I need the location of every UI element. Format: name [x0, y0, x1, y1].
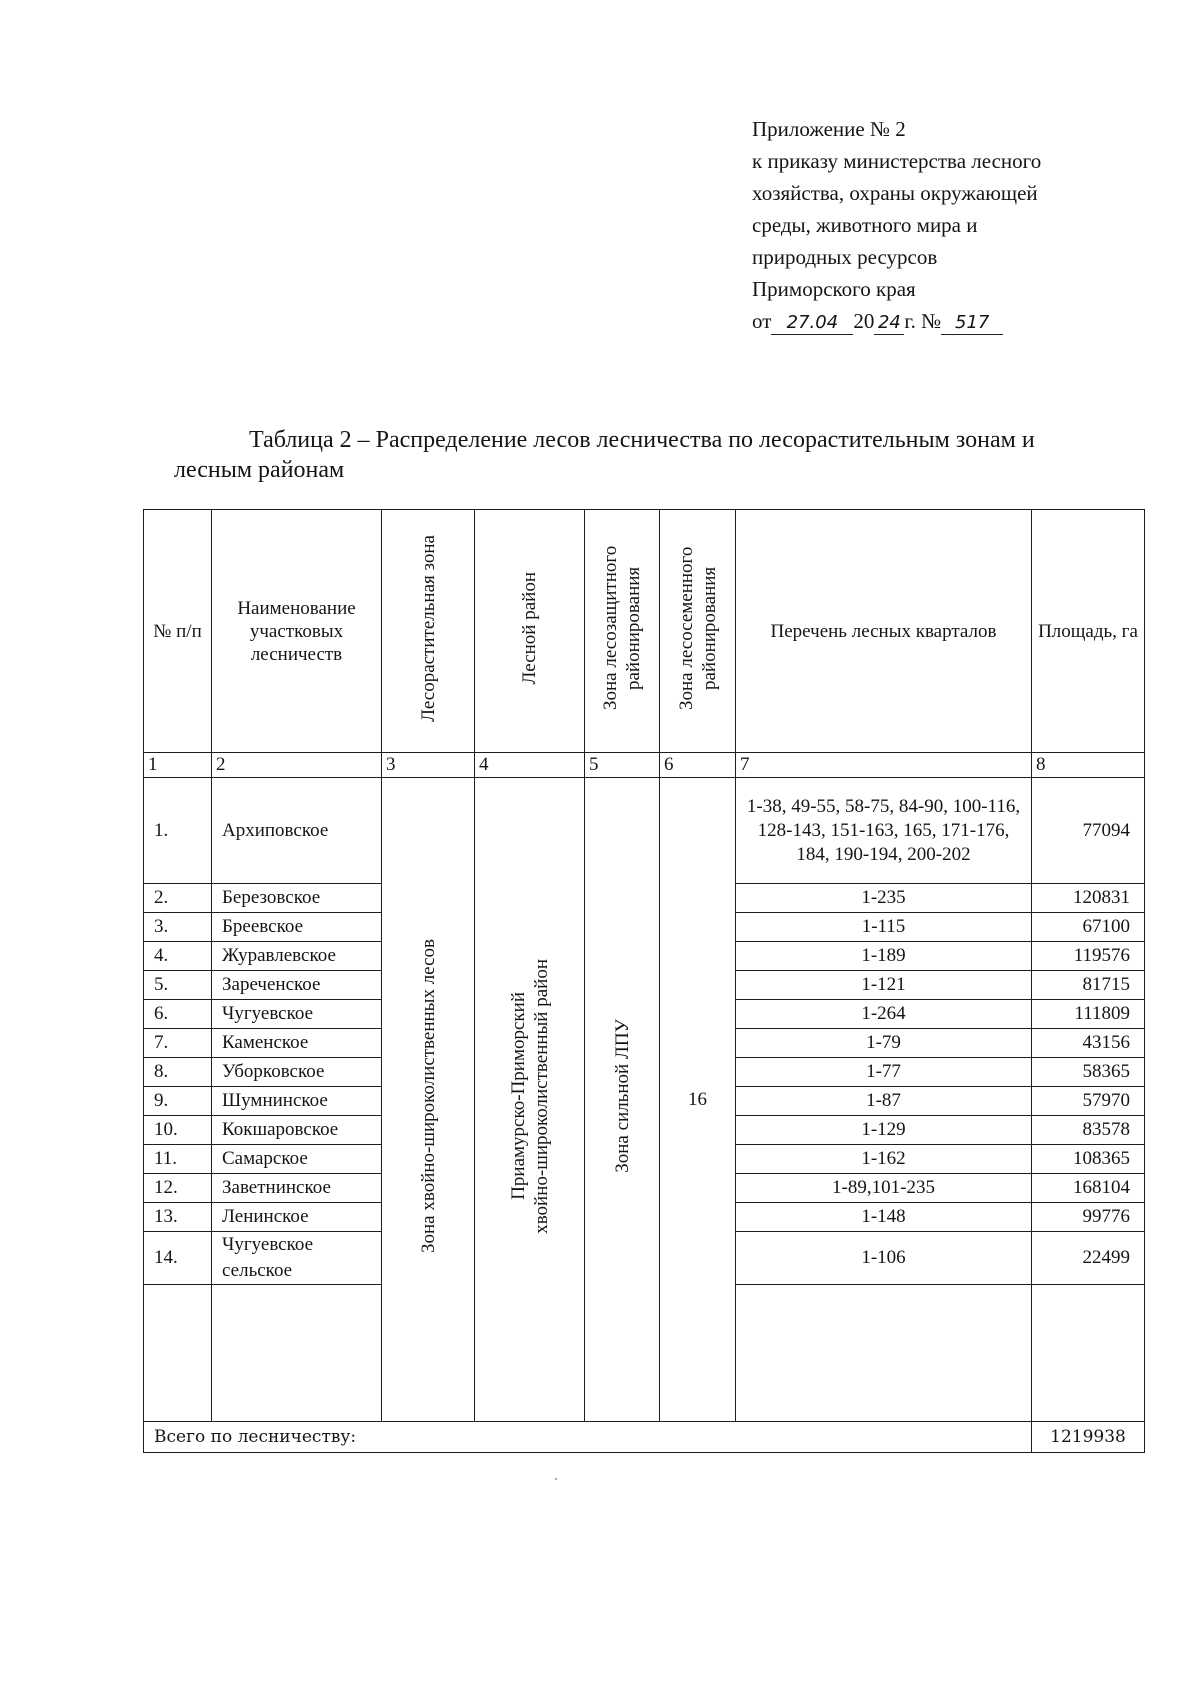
protect-zone-merged-cell: Зона сильной ЛПУ: [585, 778, 660, 1422]
row-area: 99776: [1032, 1203, 1145, 1232]
row-quarters: 1-77: [736, 1058, 1032, 1087]
row-num: 11.: [144, 1145, 212, 1174]
table-header-row: [144, 510, 1145, 753]
col-number: 1: [144, 753, 212, 778]
row-quarters: 1-38, 49-55, 58-75, 84-90, 100-116, 128-143, 151-163, 165, 171-176, 184, 190-194, 200-202: [736, 778, 1032, 884]
seed-zone-merged-cell: 16: [660, 778, 736, 1422]
header-forest-district: Лесной район: [475, 510, 585, 753]
row-name: Ленинское: [212, 1203, 382, 1232]
row-area: 81715: [1032, 971, 1145, 1000]
row-area: 67100: [1032, 913, 1145, 942]
row-area: 22499: [1032, 1232, 1145, 1285]
col-number: 4: [475, 753, 585, 778]
row-name: Каменское: [212, 1029, 382, 1058]
header-name: Наименование участковых лесничеств: [212, 510, 382, 753]
row-num: 12.: [144, 1174, 212, 1203]
row-name: Шумнинское: [212, 1087, 382, 1116]
order-date-line: [752, 305, 1172, 337]
row-num: 8.: [144, 1058, 212, 1087]
order-date-handwritten: 27.04: [771, 312, 853, 335]
row-quarters: 1-121: [736, 971, 1032, 1000]
forest-distribution-table: [143, 509, 1145, 1453]
table-caption: [174, 425, 1134, 485]
header-veg-zone: Лесорастительная зона: [382, 510, 475, 753]
header-area: Площадь, га: [1032, 510, 1145, 753]
row-num: 14.: [144, 1232, 212, 1285]
col-number: 2: [212, 753, 382, 778]
veg-zone-merged-cell: Зона хвойно-широколиственных лесов: [382, 778, 475, 1422]
row-area: 57970: [1032, 1087, 1145, 1116]
caption-line-1: Таблица 2 – Распределение лесов лесничества по лесорастительным зонам и: [249, 427, 1035, 453]
row-name: Уборковское: [212, 1058, 382, 1087]
row-num: 5.: [144, 971, 212, 1000]
row-area: 83578: [1032, 1116, 1145, 1145]
row-area: 119576: [1032, 942, 1145, 971]
row-num: 9.: [144, 1087, 212, 1116]
row-quarters: 1-148: [736, 1203, 1032, 1232]
header-seed-zone: Зона лесосеменного районирования: [660, 510, 736, 753]
row-quarters: 1-106: [736, 1232, 1032, 1285]
row-name: Березовское: [212, 884, 382, 913]
row-num: 13.: [144, 1203, 212, 1232]
header-quarters: Перечень лесных кварталов: [736, 510, 1032, 753]
row-area: 43156: [1032, 1029, 1145, 1058]
table-row: [144, 778, 1145, 884]
row-area: 168104: [1032, 1174, 1145, 1203]
row-name: Чугуевское: [212, 1000, 382, 1029]
row-area: 111809: [1032, 1000, 1145, 1029]
total-label: Всего по лесничеству:: [144, 1422, 1032, 1453]
appendix-line: среды, животного мира и: [752, 213, 978, 237]
row-num: 6.: [144, 1000, 212, 1029]
row-quarters: [736, 1285, 1032, 1422]
row-num: 1.: [144, 778, 212, 884]
order-year-prefix: 20: [853, 309, 875, 333]
total-value: 1219938: [1032, 1422, 1145, 1453]
column-number-row: [144, 753, 1145, 778]
row-area: 108365: [1032, 1145, 1145, 1174]
row-area: 77094: [1032, 778, 1145, 884]
row-name: Журавлевское: [212, 942, 382, 971]
forest-district-merged-cell: [475, 778, 585, 1422]
order-number-handwritten: 517: [941, 312, 1003, 335]
row-name: Кокшаровское: [212, 1116, 382, 1145]
appendix-header: [752, 113, 1172, 337]
row-num: 3.: [144, 913, 212, 942]
appendix-line: природных ресурсов: [752, 245, 938, 269]
row-num: 4.: [144, 942, 212, 971]
forest-district-line-2: хвойно-широколиственный район: [530, 958, 552, 1234]
order-prefix: от: [752, 309, 772, 333]
scan-speck: [555, 1478, 557, 1480]
appendix-line: Приморского края: [752, 277, 916, 301]
row-name: Бреевское: [212, 913, 382, 942]
row-num: 10.: [144, 1116, 212, 1145]
row-name: [212, 1285, 382, 1422]
row-num: [144, 1285, 212, 1422]
caption-line-2: лесным районам: [174, 457, 345, 483]
col-number: 8: [1032, 753, 1145, 778]
row-quarters: 1-115: [736, 913, 1032, 942]
row-name: Архиповское: [212, 778, 382, 884]
appendix-line: Приложение № 2: [752, 117, 906, 141]
col-number: 3: [382, 753, 475, 778]
forest-district-line-1: Приамурско-Приморский: [507, 992, 529, 1200]
row-name: Чугуевское сельское: [212, 1232, 382, 1285]
row-area: [1032, 1285, 1145, 1422]
row-quarters: 1-235: [736, 884, 1032, 913]
row-num: 2.: [144, 884, 212, 913]
row-area: 58365: [1032, 1058, 1145, 1087]
row-quarters: 1-162: [736, 1145, 1032, 1174]
row-name: Зареченское: [212, 971, 382, 1000]
col-number: 7: [736, 753, 1032, 778]
row-quarters: 1-129: [736, 1116, 1032, 1145]
row-quarters: 1-79: [736, 1029, 1032, 1058]
header-protect-zone: Зона лесозащитного районирования: [585, 510, 660, 753]
appendix-line: хозяйства, охраны окружающей: [752, 181, 1038, 205]
appendix-line: к приказу министерства лесного: [752, 149, 1042, 173]
row-name: Заветнинское: [212, 1174, 382, 1203]
order-year-suffix: г. №: [904, 309, 942, 333]
row-quarters: 1-264: [736, 1000, 1032, 1029]
row-area: 120831: [1032, 884, 1145, 913]
row-quarters: 1-189: [736, 942, 1032, 971]
row-name: Самарское: [212, 1145, 382, 1174]
row-quarters: 1-87: [736, 1087, 1032, 1116]
col-number: 5: [585, 753, 660, 778]
total-row: [144, 1422, 1145, 1453]
order-year-handwritten: 24: [874, 312, 904, 335]
header-num: № п/п: [144, 510, 212, 753]
row-num: 7.: [144, 1029, 212, 1058]
col-number: 6: [660, 753, 736, 778]
row-quarters: 1-89,101-235: [736, 1174, 1032, 1203]
